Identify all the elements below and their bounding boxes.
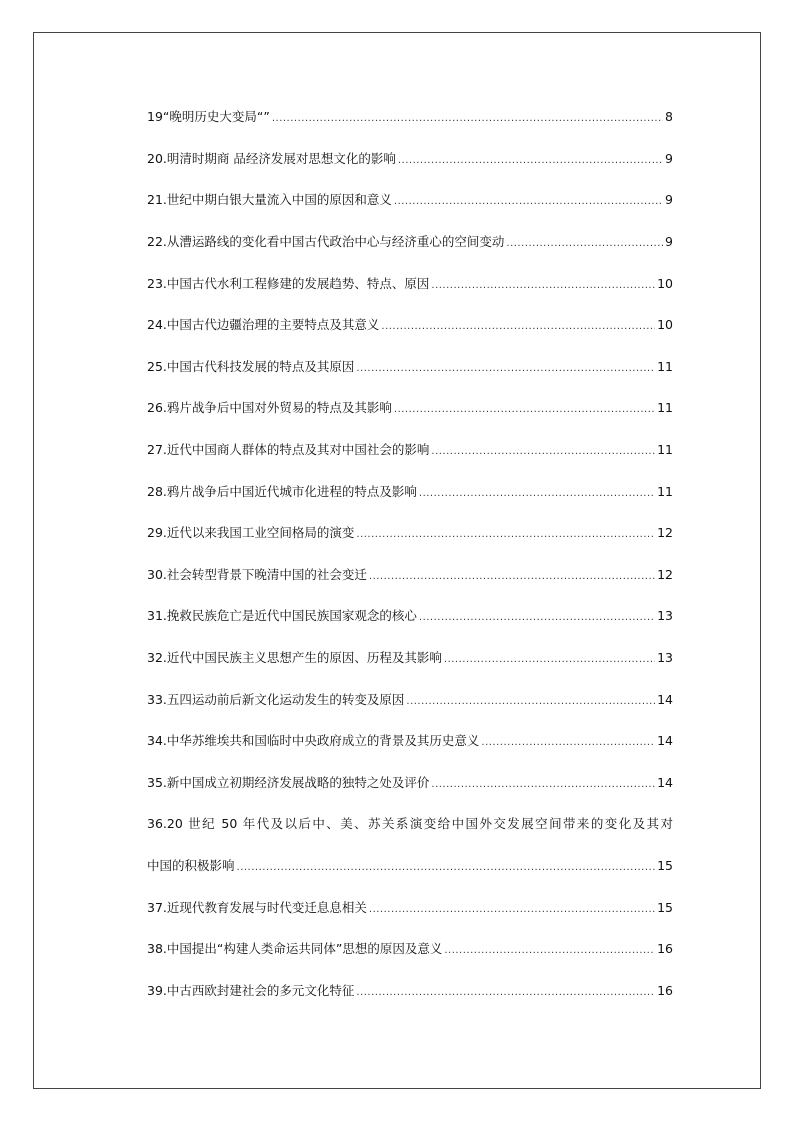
toc-entry-title: 25.中国古代科技发展的特点及其原因	[147, 359, 355, 374]
toc-entry-title: 26.鸦片战争后中国对外贸易的特点及其影响	[147, 400, 392, 415]
dot-leader	[419, 608, 655, 628]
dot-leader	[398, 151, 663, 171]
toc-entry-title: 中国的积极影响	[147, 858, 235, 873]
toc-entry-page: 16	[657, 983, 673, 998]
toc-entry-page: 13	[657, 650, 673, 665]
toc-entry-title: 30.社会转型背景下晚清中国的社会变迁	[147, 567, 367, 582]
toc-entry-21[interactable]	[147, 190, 673, 210]
toc-entry-page: 15	[657, 900, 673, 915]
dot-leader	[356, 359, 655, 379]
toc-entry-title: 34.中华苏维埃共和国临时中央政府成立的背景及其历史意义	[147, 733, 480, 748]
toc-entry-title: 38.中国提出“构建人类命运共同体”思想的原因及意义	[147, 941, 443, 956]
dot-leader	[381, 317, 655, 337]
dot-leader	[431, 442, 655, 462]
toc-entry-23[interactable]	[147, 274, 673, 294]
toc-entry-page: 11	[657, 442, 673, 457]
dot-leader	[369, 900, 655, 920]
toc-entry-page: 8	[665, 109, 673, 124]
toc-entry-25[interactable]	[147, 357, 673, 377]
toc-entry-page: 16	[657, 941, 673, 956]
toc-entry-38[interactable]	[147, 939, 673, 959]
dot-leader	[419, 484, 655, 504]
toc-entry-title: 37.近现代教育发展与时代变迁息息相关	[147, 900, 367, 915]
dot-leader	[431, 276, 655, 296]
toc-entry-page: 15	[657, 858, 673, 873]
toc-entry-34[interactable]	[147, 731, 673, 751]
toc-entry-26[interactable]	[147, 398, 673, 418]
dot-leader	[481, 733, 655, 753]
dot-leader	[444, 941, 655, 961]
toc-entry-title: 31.挽救民族危亡是近代中国民族国家观念的核心	[147, 608, 417, 623]
toc-entry-page: 10	[657, 317, 673, 332]
toc-entry-title: 19“晚明历史大变局“”	[147, 109, 270, 124]
toc-entry-page: 14	[657, 692, 673, 707]
dot-leader	[369, 567, 655, 587]
toc-entry-page: 10	[657, 276, 673, 291]
toc-entry-27[interactable]	[147, 440, 673, 460]
toc-entry-page: 11	[657, 359, 673, 374]
toc-entry-title: 27.近代中国商人群体的特点及其对中国社会的影响	[147, 442, 430, 457]
toc-entry-title: 29.近代以来我国工业空间格局的演变	[147, 525, 355, 540]
dot-leader	[394, 192, 663, 212]
toc-entry-title: 39.中古西欧封建社会的多元文化特征	[147, 983, 355, 998]
toc-entry-29[interactable]	[147, 523, 673, 543]
toc-entry-page: 11	[657, 400, 673, 415]
toc-entry-page: 9	[665, 234, 673, 249]
dot-leader	[406, 692, 655, 712]
toc-entry-title: 32.近代中国民族主义思想产生的原因、历程及其影响	[147, 650, 442, 665]
toc-entry-36[interactable]	[147, 856, 673, 876]
toc-entry-24[interactable]	[147, 315, 673, 335]
toc-entry-title: 20.明清时期商 品经济发展对思想文化的影响	[147, 151, 396, 166]
toc-entry-31[interactable]	[147, 606, 673, 626]
toc-entry-36-line1[interactable]: 36.20 世纪 50 年代及以后中、美、苏关系演变给中国外交发展空间带来的变化及其对	[147, 816, 673, 831]
toc-entry-19[interactable]	[147, 107, 673, 127]
toc-entry-page: 12	[657, 525, 673, 540]
toc-entry-page: 13	[657, 608, 673, 623]
toc-entry-22[interactable]	[147, 232, 673, 252]
toc-entry-title: 33.五四运动前后新文化运动发生的转变及原因	[147, 692, 405, 707]
toc-entry-page: 12	[657, 567, 673, 582]
toc-entry-title: 23.中国古代水利工程修建的发展趋势、特点、原因	[147, 276, 430, 291]
toc-entry-page: 14	[657, 733, 673, 748]
toc-entry-title: 21.世纪中期白银大量流入中国的原因和意义	[147, 192, 392, 207]
dot-leader	[394, 400, 655, 420]
dot-leader	[444, 650, 655, 670]
toc-entry-title: 24.中国古代边疆治理的主要特点及其意义	[147, 317, 380, 332]
dot-leader	[356, 983, 655, 1003]
toc-entry-title: 28.鸦片战争后中国近代城市化进程的特点及影响	[147, 484, 417, 499]
dot-leader	[431, 775, 655, 795]
toc-entry-page: 9	[665, 192, 673, 207]
dot-leader	[237, 858, 656, 878]
toc-entry-28[interactable]	[147, 482, 673, 502]
dot-leader	[356, 525, 655, 545]
toc-entry-37[interactable]	[147, 898, 673, 918]
dot-leader	[272, 109, 663, 129]
toc-entry-30[interactable]	[147, 565, 673, 585]
toc-entry-page: 9	[665, 151, 673, 166]
toc-entry-page: 14	[657, 775, 673, 790]
dot-leader	[506, 234, 663, 254]
toc-entry-title: 22.从漕运路线的变化看中国古代政治中心与经济重心的空间变动	[147, 234, 505, 249]
toc-entry-32[interactable]	[147, 648, 673, 668]
toc-entry-title: 35.新中国成立初期经济发展战略的独特之处及评价	[147, 775, 430, 790]
toc-entry-33[interactable]	[147, 690, 673, 710]
toc-entry-35[interactable]	[147, 773, 673, 793]
toc-entry-page: 11	[657, 484, 673, 499]
toc-entry-20[interactable]	[147, 149, 673, 169]
toc-entry-39[interactable]	[147, 981, 673, 1001]
